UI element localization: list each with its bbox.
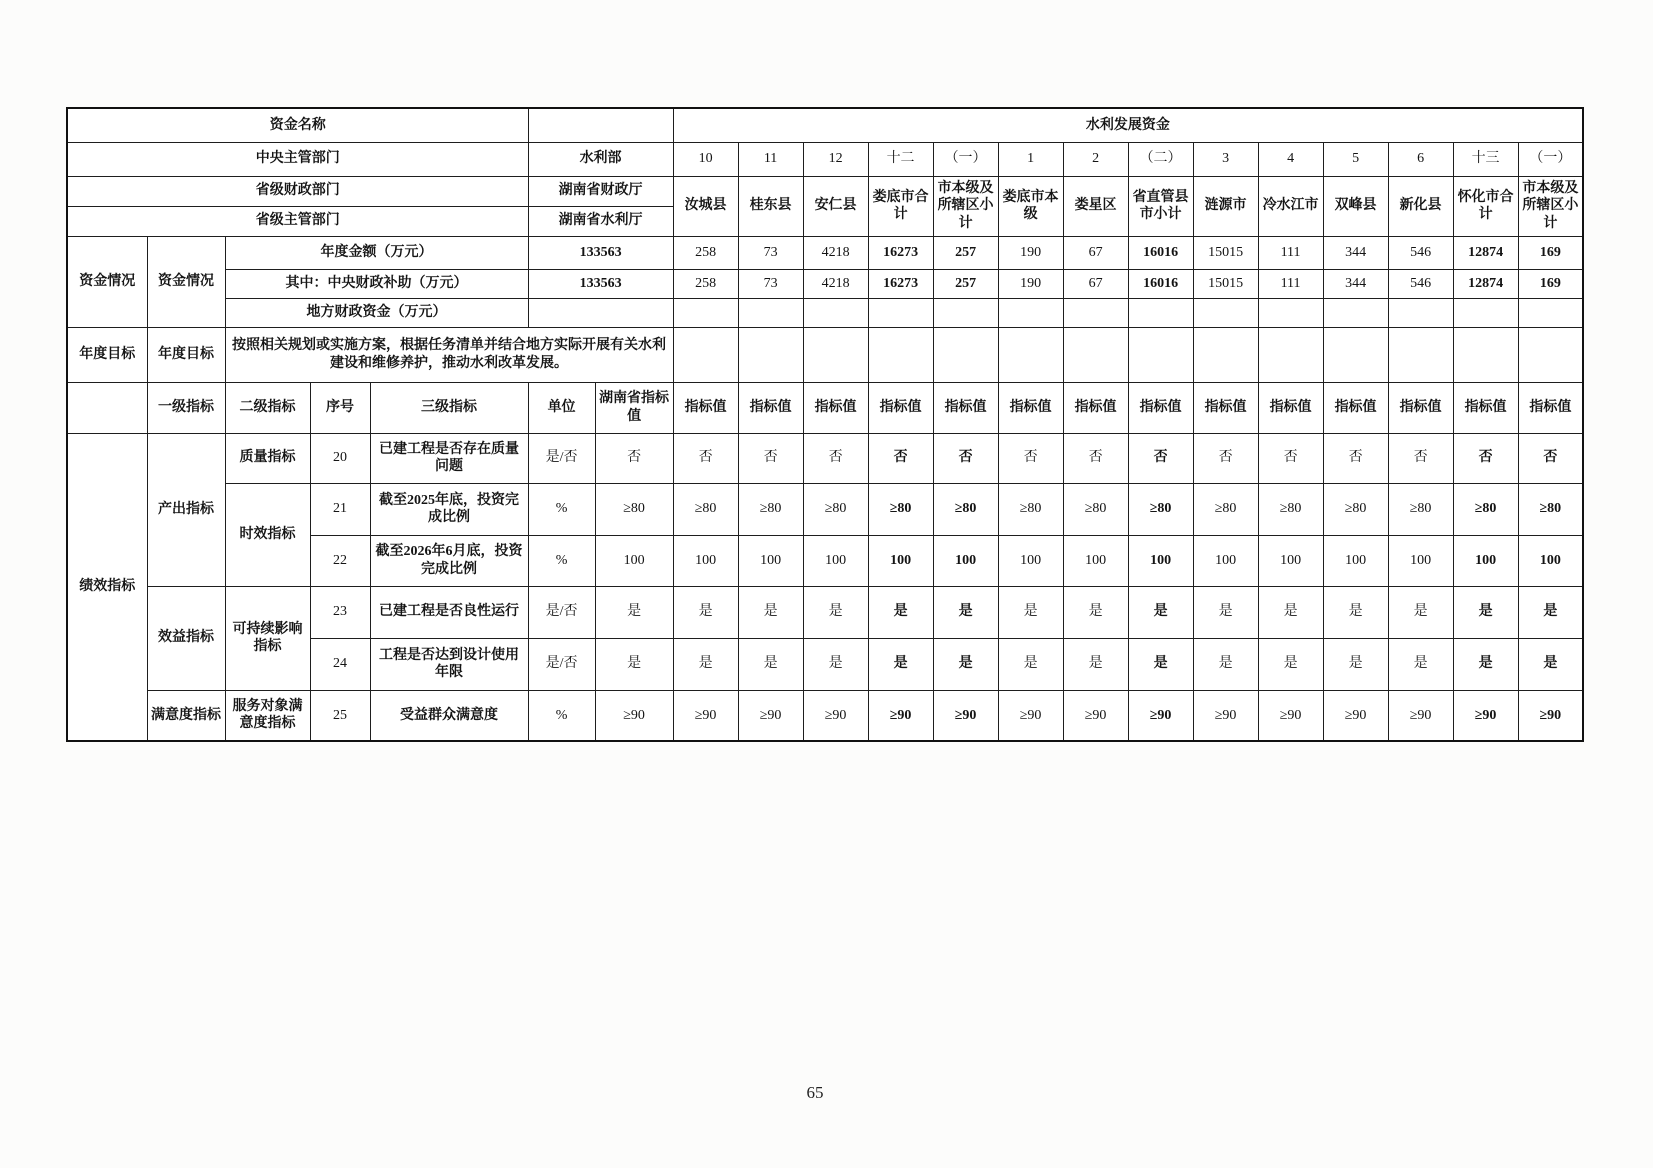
- goal-blank-cell: [933, 327, 998, 382]
- annual-amount-cell: 73: [738, 236, 803, 269]
- column-code-cell: （一）: [933, 142, 998, 176]
- central-subsidy-cell: 169: [1518, 269, 1583, 298]
- goal-blank-cell: [1323, 327, 1388, 382]
- level2-header: 二级指标: [225, 382, 310, 433]
- province-value-cell: 100: [595, 535, 673, 586]
- column-code-cell: 5: [1323, 142, 1388, 176]
- annual-amount-cell: 546: [1388, 236, 1453, 269]
- indicator-value-header: 指标值: [1128, 382, 1193, 433]
- column-code-cell: 12: [803, 142, 868, 176]
- table-row: [67, 269, 1583, 298]
- indicator-value-cell: 100: [1323, 535, 1388, 586]
- column-code-cell: （一）: [1518, 142, 1583, 176]
- seq-header: 序号: [310, 382, 370, 433]
- indicator-value-cell: 否: [1388, 433, 1453, 483]
- indicator-value-cell: 否: [803, 433, 868, 483]
- indicator-value-cell: 100: [998, 535, 1063, 586]
- region-name-cell: 娄底市合计: [868, 176, 933, 236]
- goal-section-label-2: 年度目标: [147, 327, 225, 382]
- region-name-cell: 冷水江市: [1258, 176, 1323, 236]
- indicator-value-cell: 100: [1128, 535, 1193, 586]
- indicator-value-cell: 否: [1193, 433, 1258, 483]
- indicator-value-cell: 是: [1453, 638, 1518, 690]
- indicator-value-cell: ≥90: [738, 690, 803, 741]
- column-code-cell: 4: [1258, 142, 1323, 176]
- level1-satisfaction-label: 满意度指标: [147, 690, 225, 741]
- fund-name-value: [528, 108, 673, 142]
- annual-amount-cell: 15015: [1193, 236, 1258, 269]
- level1-header: 一级指标: [147, 382, 225, 433]
- annual-amount-cell: 16016: [1128, 236, 1193, 269]
- level1-output-label: 产出指标: [147, 433, 225, 586]
- indicator-value-header: 指标值: [738, 382, 803, 433]
- indicator-value-cell: ≥80: [1518, 483, 1583, 535]
- local-funds-cell: [1193, 298, 1258, 327]
- unit-cell: %: [528, 483, 595, 535]
- indicator-value-cell: 是: [1323, 638, 1388, 690]
- central-subsidy-label: 其中：中央财政补助（万元）: [225, 269, 528, 298]
- indicator-value-cell: 是: [868, 586, 933, 638]
- level3-cell: 已建工程是否良性运行: [370, 586, 528, 638]
- indicator-value-cell: ≥90: [1323, 690, 1388, 741]
- level2-timeliness-label: 时效指标: [225, 483, 310, 586]
- province-value-cell: 是: [595, 586, 673, 638]
- indicator-value-cell: ≥90: [673, 690, 738, 741]
- indicator-value-cell: 否: [1128, 433, 1193, 483]
- goal-blank-cell: [1258, 327, 1323, 382]
- central-subsidy-cell: 4218: [803, 269, 868, 298]
- prov-finance-label: 省级财政部门: [67, 176, 528, 206]
- indicator-value-cell: 是: [738, 586, 803, 638]
- indicator-value-cell: ≥80: [1193, 483, 1258, 535]
- region-name-cell: 娄底市本级: [998, 176, 1063, 236]
- annual-amount-cell: 16273: [868, 236, 933, 269]
- goal-blank-cell: [803, 327, 868, 382]
- indicator-value-cell: 是: [1063, 586, 1128, 638]
- column-code-cell: 1: [998, 142, 1063, 176]
- goal-blank-cell: [1193, 327, 1258, 382]
- level2-quality-label: 质量指标: [225, 433, 310, 483]
- indicator-value-cell: ≥80: [803, 483, 868, 535]
- annual-amount-cell: 257: [933, 236, 998, 269]
- local-funds-cell: [1453, 298, 1518, 327]
- indicator-value-header: 指标值: [1518, 382, 1583, 433]
- corner-empty-cell: [67, 382, 147, 433]
- column-code-cell: 3: [1193, 142, 1258, 176]
- indicator-value-cell: 是: [1193, 586, 1258, 638]
- annual-amount-cell: 67: [1063, 236, 1128, 269]
- column-code-cell: 6: [1388, 142, 1453, 176]
- indicator-value-cell: 100: [1193, 535, 1258, 586]
- local-funds-cell: [1388, 298, 1453, 327]
- seq-cell: 21: [310, 483, 370, 535]
- indicator-value-cell: ≥90: [868, 690, 933, 741]
- level3-cell: 工程是否达到设计使用年限: [370, 638, 528, 690]
- annual-amount-province: 133563: [528, 236, 673, 269]
- central-subsidy-cell: 67: [1063, 269, 1128, 298]
- region-name-cell: 市本级及所辖区小计: [933, 176, 998, 236]
- central-subsidy-cell: 258: [673, 269, 738, 298]
- indicator-value-header: 指标值: [673, 382, 738, 433]
- indicator-value-cell: 否: [868, 433, 933, 483]
- central-subsidy-cell: 190: [998, 269, 1063, 298]
- indicator-value-header: 指标值: [1063, 382, 1128, 433]
- indicator-value-cell: 否: [998, 433, 1063, 483]
- indicator-value-cell: 100: [738, 535, 803, 586]
- table-row: [67, 327, 1583, 382]
- central-subsidy-cell: 16016: [1128, 269, 1193, 298]
- indicator-value-cell: 是: [1388, 586, 1453, 638]
- indicator-value-cell: 100: [933, 535, 998, 586]
- indicator-value-header: 指标值: [1323, 382, 1388, 433]
- central-dept-value: 水利部: [528, 142, 673, 176]
- indicator-value-cell: ≥80: [1323, 483, 1388, 535]
- indicator-value-cell: ≥80: [673, 483, 738, 535]
- region-name-cell: 省直管县市小计: [1128, 176, 1193, 236]
- local-funds-cell: [1128, 298, 1193, 327]
- prov-dept-value: 湖南省水利厅: [528, 206, 673, 236]
- indicator-value-header: 指标值: [1388, 382, 1453, 433]
- indicator-value-cell: 100: [1063, 535, 1128, 586]
- region-name-cell: 双峰县: [1323, 176, 1388, 236]
- table-row: [67, 176, 1583, 206]
- seq-cell: 24: [310, 638, 370, 690]
- annual-amount-cell: 344: [1323, 236, 1388, 269]
- performance-section-label: 绩效指标: [67, 433, 147, 741]
- indicator-value-cell: ≥90: [1518, 690, 1583, 741]
- table-row: [67, 108, 1583, 142]
- indicator-value-cell: ≥80: [933, 483, 998, 535]
- annual-amount-cell: 258: [673, 236, 738, 269]
- indicator-value-cell: 是: [1518, 586, 1583, 638]
- unit-cell: %: [528, 690, 595, 741]
- level3-cell: 受益群众满意度: [370, 690, 528, 741]
- central-subsidy-cell: 257: [933, 269, 998, 298]
- indicator-value-cell: ≥80: [1388, 483, 1453, 535]
- central-subsidy-cell: 73: [738, 269, 803, 298]
- indicator-value-cell: 是: [933, 586, 998, 638]
- indicator-value-cell: 是: [1258, 638, 1323, 690]
- province-value-cell: ≥80: [595, 483, 673, 535]
- unit-cell: 是/否: [528, 433, 595, 483]
- indicator-value-cell: ≥90: [1388, 690, 1453, 741]
- local-funds-cell: [868, 298, 933, 327]
- province-value-cell: 是: [595, 638, 673, 690]
- table-row: [67, 298, 1583, 327]
- indicator-value-cell: ≥90: [1063, 690, 1128, 741]
- unit-cell: %: [528, 535, 595, 586]
- indicator-value-cell: ≥90: [1193, 690, 1258, 741]
- indicator-value-cell: 否: [1323, 433, 1388, 483]
- indicator-value-cell: 是: [1128, 586, 1193, 638]
- funding-section-label-2: 资金情况: [147, 236, 225, 327]
- goal-section-label: 年度目标: [67, 327, 147, 382]
- local-funds-province: [528, 298, 673, 327]
- column-code-cell: 十二: [868, 142, 933, 176]
- indicator-value-cell: 否: [738, 433, 803, 483]
- prov-finance-value: 湖南省财政厅: [528, 176, 673, 206]
- level3-header: 三级指标: [370, 382, 528, 433]
- seq-cell: 25: [310, 690, 370, 741]
- annual-goal-text: 按照相关规划或实施方案，根据任务清单并结合地方实际开展有关水利建设和维修养护，推动水利改革发展。: [225, 327, 673, 382]
- table-row: [67, 483, 1583, 535]
- indicator-value-cell: 100: [868, 535, 933, 586]
- annual-amount-cell: 169: [1518, 236, 1583, 269]
- indicator-value-header: 指标值: [998, 382, 1063, 433]
- indicator-value-header: 指标值: [1193, 382, 1258, 433]
- indicator-value-cell: 否: [1453, 433, 1518, 483]
- page-number: 65: [806, 1083, 824, 1102]
- seq-cell: 23: [310, 586, 370, 638]
- fund-title-cell: 水利发展资金: [673, 108, 1583, 142]
- column-code-cell: （二）: [1128, 142, 1193, 176]
- central-dept-label: 中央主管部门: [67, 142, 528, 176]
- table-row: [67, 382, 1583, 433]
- indicator-value-cell: 是: [1063, 638, 1128, 690]
- local-funds-cell: [1063, 298, 1128, 327]
- prov-dept-label: 省级主管部门: [67, 206, 528, 236]
- indicator-value-cell: 否: [1258, 433, 1323, 483]
- goal-blank-cell: [1518, 327, 1583, 382]
- level2-sustainability-label: 可持续影响指标: [225, 586, 310, 690]
- indicator-value-cell: ≥90: [933, 690, 998, 741]
- central-subsidy-cell: 12874: [1453, 269, 1518, 298]
- central-subsidy-province: 133563: [528, 269, 673, 298]
- fund-name-label: 资金名称: [67, 108, 528, 142]
- central-subsidy-cell: 344: [1323, 269, 1388, 298]
- level3-cell: 截至2025年底，投资完成比例: [370, 483, 528, 535]
- indicator-value-cell: 是: [868, 638, 933, 690]
- annual-amount-cell: 12874: [1453, 236, 1518, 269]
- level1-benefit-label: 效益指标: [147, 586, 225, 690]
- province-value-cell: ≥90: [595, 690, 673, 741]
- level3-cell: 已建工程是否存在质量问题: [370, 433, 528, 483]
- indicator-value-cell: 是: [1388, 638, 1453, 690]
- indicator-value-cell: ≥90: [1128, 690, 1193, 741]
- local-funds-cell: [1258, 298, 1323, 327]
- indicator-value-cell: 是: [1453, 586, 1518, 638]
- indicator-value-header: 指标值: [868, 382, 933, 433]
- indicator-value-cell: ≥90: [803, 690, 868, 741]
- goal-blank-cell: [998, 327, 1063, 382]
- local-funds-cell: [1518, 298, 1583, 327]
- annual-amount-cell: 190: [998, 236, 1063, 269]
- indicator-value-cell: 100: [1518, 535, 1583, 586]
- central-subsidy-cell: 15015: [1193, 269, 1258, 298]
- indicator-value-cell: ≥80: [738, 483, 803, 535]
- goal-blank-cell: [673, 327, 738, 382]
- indicator-value-cell: 是: [998, 586, 1063, 638]
- central-subsidy-cell: 111: [1258, 269, 1323, 298]
- indicator-value-cell: 100: [803, 535, 868, 586]
- indicator-value-cell: ≥90: [1258, 690, 1323, 741]
- indicator-value-cell: 是: [803, 586, 868, 638]
- indicator-value-cell: ≥90: [1453, 690, 1518, 741]
- annual-amount-cell: 111: [1258, 236, 1323, 269]
- indicator-value-cell: ≥80: [1063, 483, 1128, 535]
- indicator-value-cell: 是: [1323, 586, 1388, 638]
- funding-section-label: 资金情况: [67, 236, 147, 327]
- central-subsidy-cell: 16273: [868, 269, 933, 298]
- region-name-cell: 桂东县: [738, 176, 803, 236]
- level2-service-satisfaction-label: 服务对象满意度指标: [225, 690, 310, 741]
- indicator-value-cell: 否: [673, 433, 738, 483]
- level3-cell: 截至2026年6月底，投资完成比例: [370, 535, 528, 586]
- local-funds-cell: [738, 298, 803, 327]
- indicator-value-cell: 100: [1258, 535, 1323, 586]
- table-row: [67, 433, 1583, 483]
- table-row: [67, 690, 1583, 741]
- performance-indicator-table: [66, 107, 1584, 742]
- column-code-cell: 2: [1063, 142, 1128, 176]
- indicator-value-cell: 是: [673, 638, 738, 690]
- indicator-value-cell: 是: [933, 638, 998, 690]
- local-funds-cell: [998, 298, 1063, 327]
- goal-blank-cell: [1128, 327, 1193, 382]
- indicator-value-cell: 100: [1388, 535, 1453, 586]
- goal-blank-cell: [1063, 327, 1128, 382]
- indicator-value-cell: 是: [1518, 638, 1583, 690]
- column-code-cell: 10: [673, 142, 738, 176]
- indicator-value-cell: 是: [1193, 638, 1258, 690]
- indicator-value-cell: 是: [1128, 638, 1193, 690]
- indicator-value-cell: 是: [1258, 586, 1323, 638]
- indicator-value-header: 指标值: [1258, 382, 1323, 433]
- indicator-value-cell: 是: [673, 586, 738, 638]
- goal-blank-cell: [1388, 327, 1453, 382]
- region-name-cell: 安仁县: [803, 176, 868, 236]
- local-funds-cell: [1323, 298, 1388, 327]
- annual-amount-cell: 4218: [803, 236, 868, 269]
- annual-amount-label: 年度金额（万元）: [225, 236, 528, 269]
- region-name-cell: 新化县: [1388, 176, 1453, 236]
- indicator-value-cell: 是: [803, 638, 868, 690]
- column-code-cell: 11: [738, 142, 803, 176]
- goal-blank-cell: [1453, 327, 1518, 382]
- region-name-cell: 娄星区: [1063, 176, 1128, 236]
- indicator-value-cell: ≥80: [868, 483, 933, 535]
- seq-cell: 20: [310, 433, 370, 483]
- local-funds-cell: [803, 298, 868, 327]
- indicator-value-cell: 否: [933, 433, 998, 483]
- table-row: [67, 236, 1583, 269]
- unit-header: 单位: [528, 382, 595, 433]
- indicator-value-cell: ≥80: [1128, 483, 1193, 535]
- province-value-header: 湖南省指标值: [595, 382, 673, 433]
- province-value-cell: 否: [595, 433, 673, 483]
- indicator-value-header: 指标值: [933, 382, 998, 433]
- local-funds-cell: [933, 298, 998, 327]
- central-subsidy-cell: 546: [1388, 269, 1453, 298]
- region-name-cell: 汝城县: [673, 176, 738, 236]
- unit-cell: 是/否: [528, 638, 595, 690]
- indicator-value-cell: ≥90: [998, 690, 1063, 741]
- local-funds-label: 地方财政资金（万元）: [225, 298, 528, 327]
- region-name-cell: 涟源市: [1193, 176, 1258, 236]
- region-name-cell: 怀化市合计: [1453, 176, 1518, 236]
- local-funds-cell: [673, 298, 738, 327]
- indicator-value-header: 指标值: [1453, 382, 1518, 433]
- region-name-cell: 市本级及所辖区小计: [1518, 176, 1583, 236]
- indicator-value-cell: ≥80: [998, 483, 1063, 535]
- indicator-value-cell: 是: [998, 638, 1063, 690]
- indicator-value-cell: 是: [738, 638, 803, 690]
- indicator-value-cell: ≥80: [1258, 483, 1323, 535]
- goal-blank-cell: [738, 327, 803, 382]
- indicator-value-cell: ≥80: [1453, 483, 1518, 535]
- unit-cell: 是/否: [528, 586, 595, 638]
- indicator-value-cell: 100: [1453, 535, 1518, 586]
- column-code-cell: 十三: [1453, 142, 1518, 176]
- indicator-value-header: 指标值: [803, 382, 868, 433]
- indicator-value-cell: 否: [1063, 433, 1128, 483]
- table-row: [67, 586, 1583, 638]
- table-row: [67, 142, 1583, 176]
- indicator-value-cell: 100: [673, 535, 738, 586]
- seq-cell: 22: [310, 535, 370, 586]
- indicator-value-cell: 否: [1518, 433, 1583, 483]
- goal-blank-cell: [868, 327, 933, 382]
